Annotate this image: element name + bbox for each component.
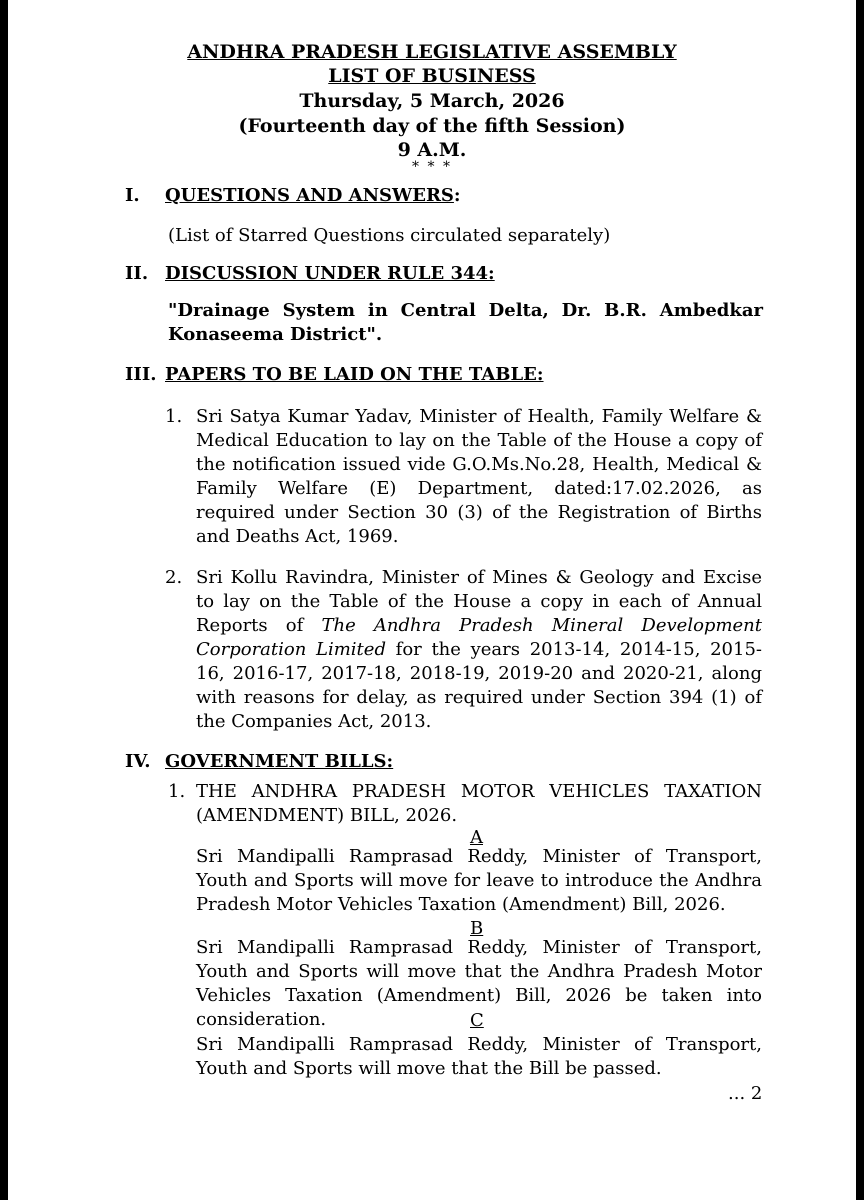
section-questions-heading (125, 184, 461, 208)
bill-step-text: Sri Mandipalli Ramprasad Reddy, Minister of Transport, Youth and Sports will move for leave to introduce the Andhra Pradesh Motor Vehicles Taxation (Amendment) Bill, 2026. (196, 846, 762, 915)
session-info: (Fourteenth day of the fifth Session) (238, 115, 626, 137)
paper-item-text (196, 566, 762, 734)
section-title: QUESTIONS AND ANSWERS (165, 185, 454, 206)
section-discussion-body: "Drainage System in Central Delta, Dr. B.R. Ambedkar Konaseema District". (168, 300, 763, 345)
section-number: II. (125, 263, 149, 284)
paper-item-text-part: Sri Kollu Ravindra, Minister of Mines & Geology and Excise to lay on the Table of the House a copy in each of Annual Reports of (196, 567, 762, 636)
section-title-suffix: : (453, 185, 461, 206)
section-questions-body: (List of Starred Questions circulated separately) (168, 225, 611, 246)
assembly-title: ANDHRA PRADESH LEGISLATIVE ASSEMBLY (187, 41, 677, 63)
section-title: PAPERS TO BE LAID ON THE TABLE: (165, 364, 544, 385)
bill-step-text: Sri Mandipalli Ramprasad Reddy, Minister of Transport, Youth and Sports will move that the Andhra Pradesh Motor Vehicles Taxation (Amendment) Bill, 2026 be taken into consideration. (196, 937, 762, 1030)
meeting-time: 9 A.M. (397, 139, 467, 161)
page-continuation: ... 2 (728, 1083, 763, 1104)
section-bills-heading (125, 750, 393, 774)
section-number: IV. (125, 751, 151, 772)
right-border (856, 0, 864, 1200)
bill-step-letter: C (470, 1010, 484, 1031)
meeting-date: Thursday, 5 March, 2026 (299, 90, 565, 112)
paper-item-number: 2. (165, 567, 183, 588)
bill-title: THE ANDHRA PRADESH MOTOR VEHICLES TAXATION (AMENDMENT) BILL, 2026. (196, 781, 762, 826)
section-discussion-heading (125, 262, 495, 286)
left-border (0, 0, 8, 1200)
bill-item-number: 1. (168, 781, 186, 802)
bill-step-text: Sri Mandipalli Ramprasad Reddy, Minister of Transport, Youth and Sports will move that the Bill be passed. (196, 1034, 762, 1079)
list-of-business-title: LIST OF BUSINESS (328, 65, 536, 87)
section-title: DISCUSSION UNDER RULE 344: (165, 263, 495, 284)
paper-item-text: Sri Satya Kumar Yadav, Minister of Health, Family Welfare & Medical Education to lay on the Table of the House a copy of the notification issued vide G.O.Ms.No.28, Health, Medical & Family Welfare (E) Department, dated:17.02.2026, as required under Section 30 (3) of the Registration of Births and Deaths Act, 1969. (196, 406, 762, 547)
separator-stars: * * * (412, 159, 452, 175)
paper-item-number: 1. (165, 406, 183, 427)
bill-step-letter: A (470, 827, 483, 848)
section-papers-heading (125, 363, 544, 387)
section-number: I. (125, 185, 140, 206)
company-name: The Andhra Pradesh Mineral Development Corporation Limited (196, 615, 762, 660)
section-title: GOVERNMENT BILLS: (165, 751, 394, 772)
section-number: III. (125, 364, 157, 385)
paper-item-text-part: for the years 2013-14, 2014-15, 2015-16, 2016-17, 2017-18, 2018-19, 2019-20 and 2020-21, along with reasons for delay, as required under Section 394 (1) of the Companies Act, 2013. (196, 639, 762, 732)
bill-step-letter: B (470, 918, 484, 939)
document-page (8, 0, 856, 1200)
